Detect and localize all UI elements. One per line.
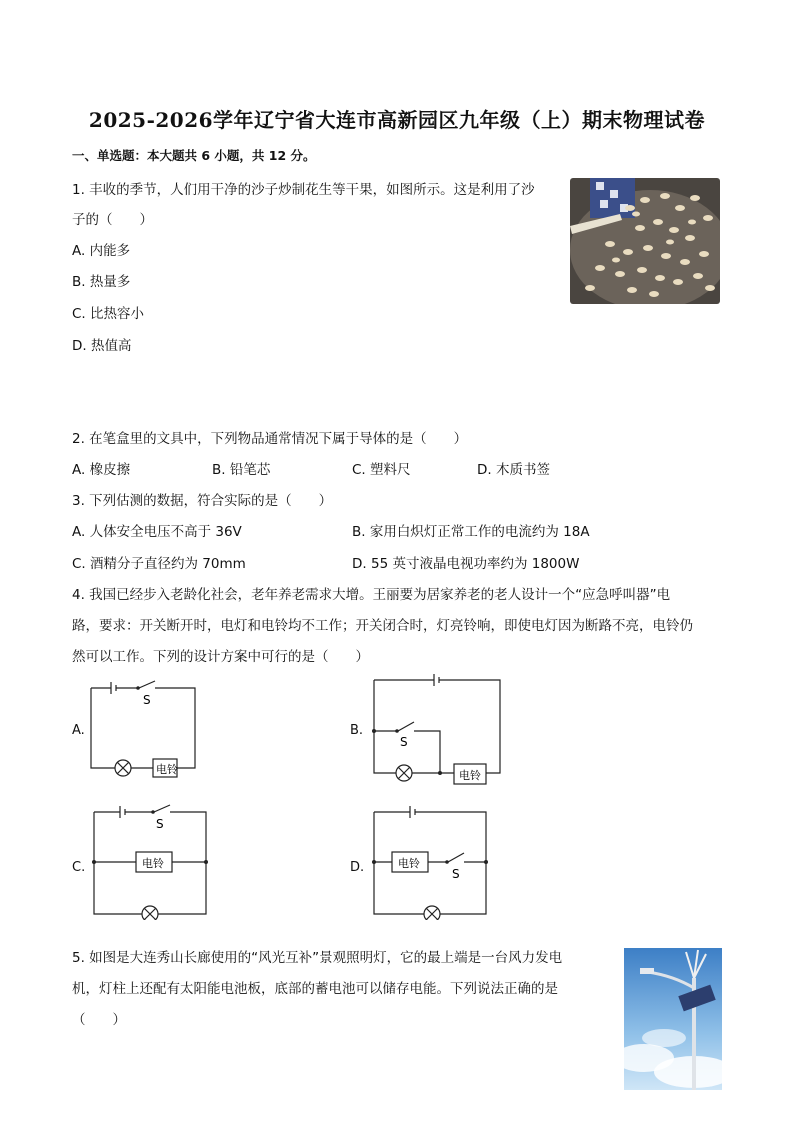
circuit-b-diagram — [368, 672, 508, 792]
page-title: 2025-2026学年辽宁省大连市高新园区九年级（上）期末物理试卷 — [88, 108, 706, 132]
q5-stem-line2: 机，灯柱上还配有太阳能电池板，底部的蓄电池可以储存电能。下列说法正确的是 — [72, 981, 558, 997]
switch-label: S — [156, 817, 164, 831]
q4-stem-line1: 4. 我国已经步入老龄化社会，老年养老需求大增。王丽要为居家养老的老人设计一个“应急呼叫器”电 — [72, 587, 671, 603]
switch-label: S — [452, 867, 460, 881]
q1-option-b: B. 热量多 — [72, 274, 131, 290]
q2-stem: 2. 在笔盒里的文具中，下列物品通常情况下属于导体的是（ ） — [72, 431, 468, 447]
circuit-c-label: C. — [72, 860, 86, 875]
q1-stem-line2: 子的（ ） — [72, 212, 153, 228]
q3-stem: 3. 下列估测的数据，符合实际的是（ ） — [72, 493, 333, 509]
circuit-a-label: A. — [72, 723, 85, 738]
q3-option-b: B. 家用白炽灯正常工作的电流约为 18A — [352, 524, 590, 540]
q3-option-a: A. 人体安全电压不高于 36V — [72, 524, 242, 540]
circuit-d-diagram — [368, 804, 492, 920]
street-lamp-photo — [624, 948, 722, 1090]
switch-label: S — [400, 735, 408, 749]
q3-option-d: D. 55 英寸液晶电视功率约为 1800W — [352, 556, 580, 572]
q1-option-a: A. 内能多 — [72, 243, 131, 259]
q3-option-c: C. 酒精分子直径约为 70mm — [72, 556, 246, 572]
q4-stem-line2: 路，要求：开关断开时，电灯和电铃均不工作；开关闭合时，灯亮铃响，即使电灯因为断路不亮，电铃仍 — [72, 618, 693, 634]
bell-label: 电铃 — [459, 769, 481, 782]
q1-option-d: D. 热值高 — [72, 338, 132, 354]
q2-option-b: B. 铅笔芯 — [212, 462, 271, 478]
q5-stem-line3: （ ） — [72, 1012, 126, 1028]
q2-option-c: C. 塑料尺 — [352, 462, 411, 478]
q5-stem-line1: 5. 如图是大连秀山长廊使用的“风光互补”景观照明灯，它的最上端是一台风力发电 — [72, 950, 563, 966]
q2-option-a: A. 橡皮擦 — [72, 462, 131, 478]
bell-label: 电铃 — [156, 763, 178, 776]
q1-stem-line1: 1. 丰收的季节，人们用干净的沙子炒制花生等干果，如图所示。这是利用了沙 — [72, 182, 535, 198]
circuit-d-label: D. — [350, 860, 365, 875]
peanut-frying-photo — [570, 178, 720, 304]
q4-stem-line3: 然可以工作。下列的设计方案中可行的是（ ） — [72, 649, 369, 665]
q2-option-d: D. 木质书签 — [477, 462, 550, 478]
switch-label: S — [143, 693, 151, 707]
bell-label: 电铃 — [142, 857, 164, 870]
circuit-a-diagram — [85, 680, 205, 780]
circuit-b-label: B. — [350, 723, 364, 738]
bell-label: 电铃 — [398, 857, 420, 870]
q1-option-c: C. 比热容小 — [72, 306, 145, 322]
section-heading: 一、单选题：本大题共 6 小题，共 12 分。 — [72, 148, 316, 163]
circuit-c-diagram — [88, 804, 212, 920]
